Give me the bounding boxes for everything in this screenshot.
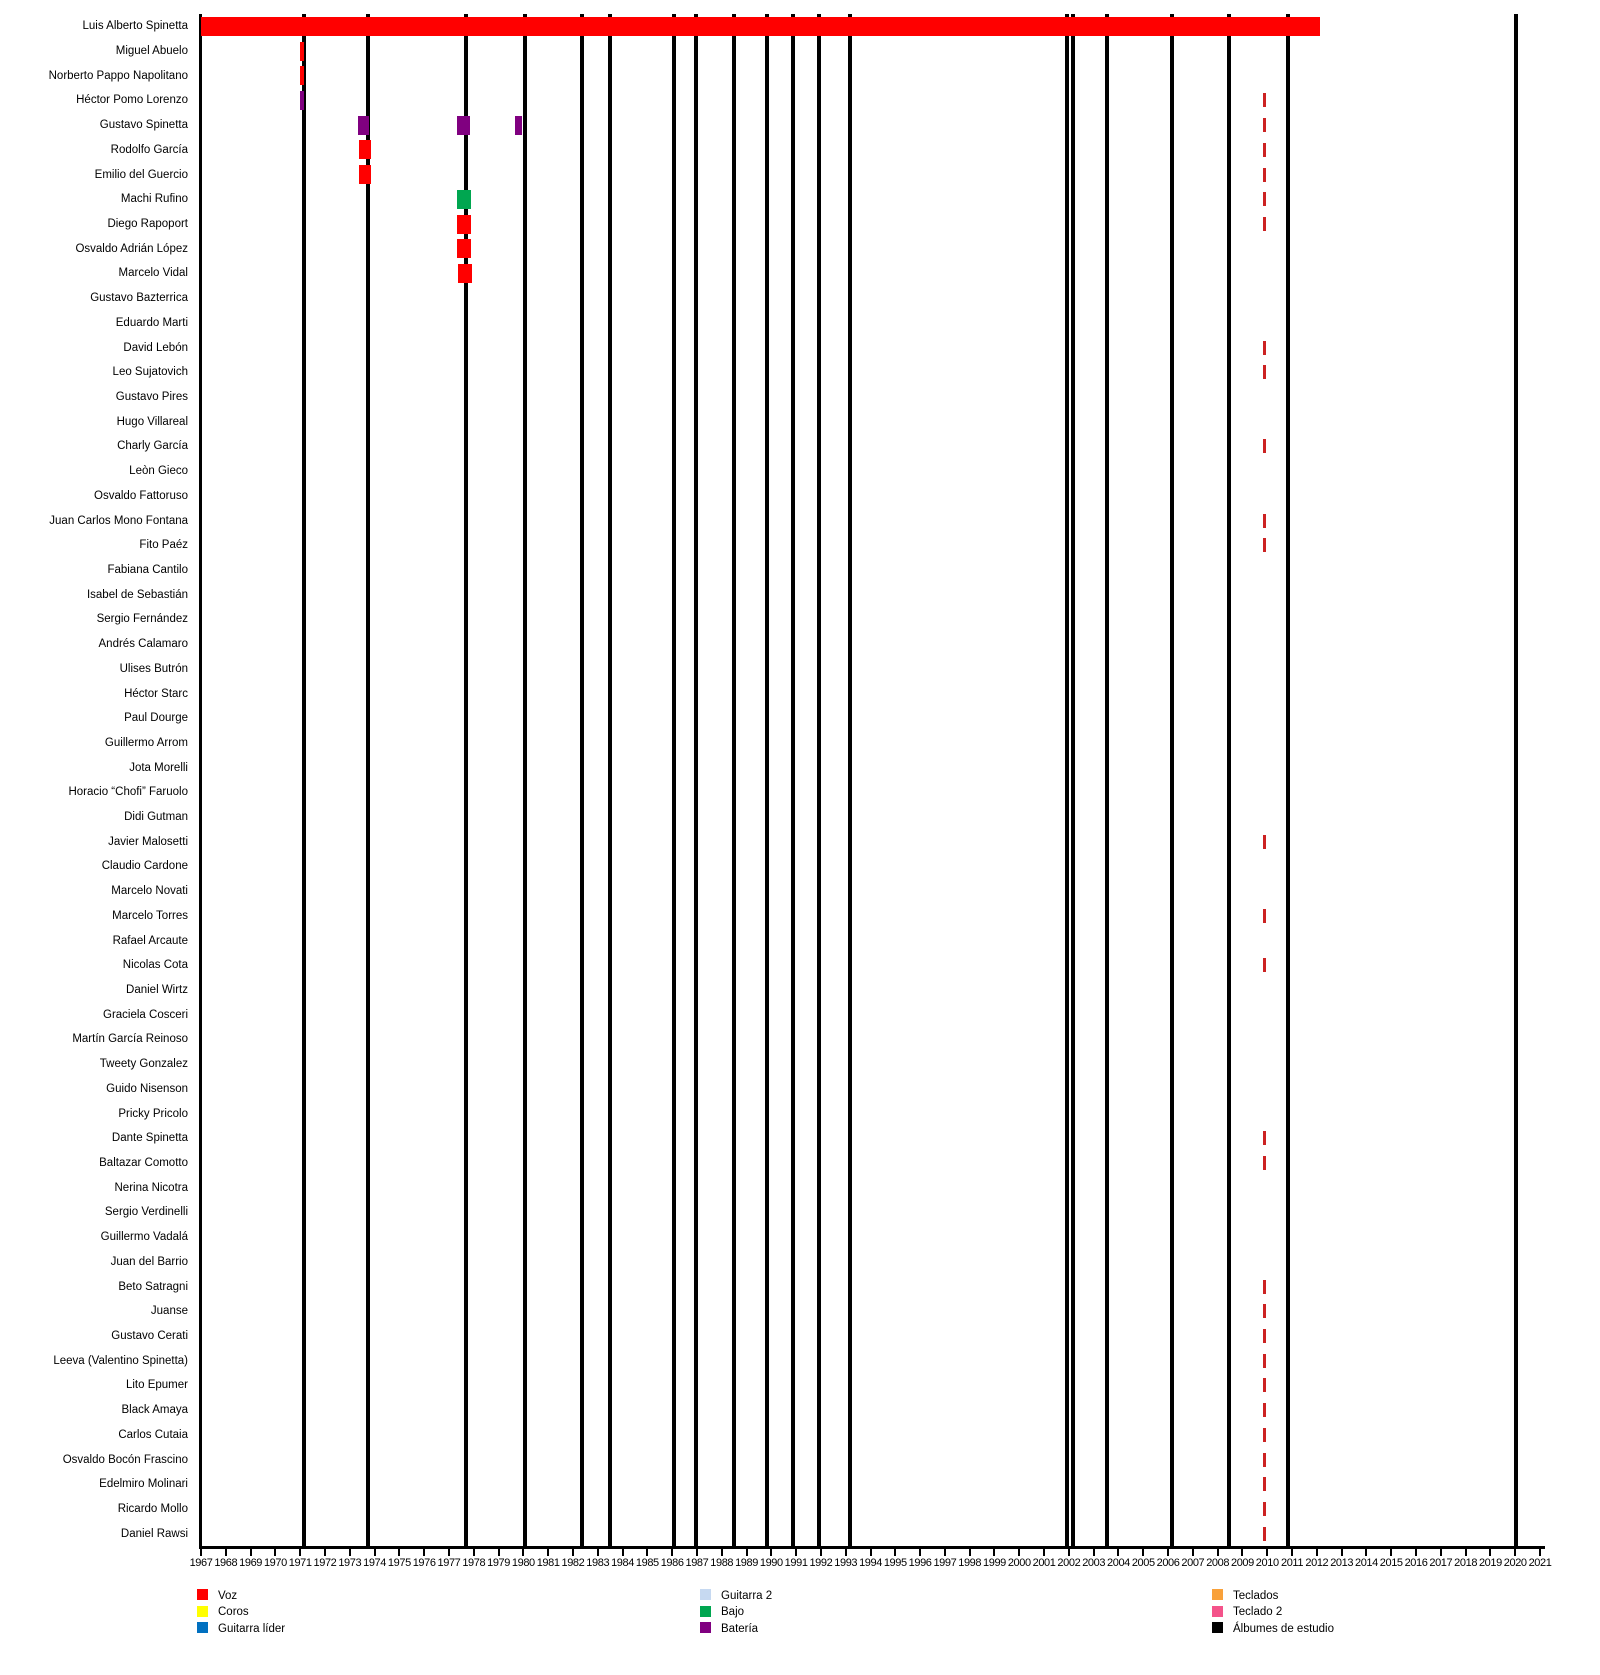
event-dash <box>1263 538 1266 552</box>
row-label: Graciela Cosceri <box>103 1008 188 1021</box>
year-label: 1983 <box>586 1557 610 1569</box>
year-label: 2019 <box>1478 1557 1502 1569</box>
row-label: David Lebón <box>123 341 188 354</box>
year-tick <box>1068 1549 1070 1556</box>
timeline-bar-bateria <box>358 116 369 135</box>
timeline-bar-bajo <box>457 190 470 209</box>
year-tick <box>944 1549 946 1556</box>
row-label: Edelmiro Molinari <box>99 1478 188 1491</box>
year-tick <box>250 1549 252 1556</box>
album-release-line <box>817 14 821 1546</box>
year-tick <box>696 1549 698 1556</box>
year-label: 1992 <box>809 1557 833 1569</box>
year-label: 2010 <box>1255 1557 1279 1569</box>
album-release-line <box>1105 14 1109 1546</box>
timeline-bar-voz <box>300 42 304 61</box>
year-tick <box>894 1549 896 1556</box>
row-label: Diego Rapoport <box>107 218 188 231</box>
event-dash <box>1263 1304 1266 1318</box>
year-label: 1974 <box>363 1557 386 1569</box>
event-dash <box>1263 958 1266 972</box>
year-label: 2017 <box>1429 1557 1453 1569</box>
year-label: 1999 <box>983 1557 1006 1569</box>
row-label: Emilio del Guercio <box>94 168 188 181</box>
year-tick <box>1514 1549 1516 1556</box>
legend-swatch-albums <box>1212 1622 1223 1633</box>
row-label: Gustavo Cerati <box>111 1329 188 1342</box>
year-tick <box>572 1549 574 1556</box>
legend-label: Teclados <box>1233 1589 1279 1602</box>
row-label: Gustavo Spinetta <box>99 119 188 132</box>
legend-swatch-voz <box>197 1589 208 1600</box>
album-release-line <box>672 14 676 1546</box>
year-tick <box>746 1549 748 1556</box>
event-dash <box>1263 1527 1266 1541</box>
row-label: Guillermo Arrom <box>104 736 188 749</box>
timeline-bar-voz <box>457 215 470 234</box>
year-tick <box>1241 1549 1243 1556</box>
row-label: Juan del Barrio <box>110 1255 188 1268</box>
year-tick <box>374 1549 376 1556</box>
legend-label: Álbumes de estudio <box>1233 1622 1335 1635</box>
year-label: 2011 <box>1281 1557 1304 1569</box>
year-tick <box>1167 1549 1169 1556</box>
timeline-bar-voz <box>300 66 304 85</box>
year-label: 2020 <box>1503 1557 1527 1569</box>
event-dash <box>1263 1131 1266 1145</box>
y-axis-line <box>199 14 202 1549</box>
year-label: 1994 <box>859 1557 882 1569</box>
row-label: Beto Satragni <box>118 1280 188 1293</box>
event-dash <box>1263 1378 1266 1392</box>
year-label: 1985 <box>635 1557 659 1569</box>
year-label: 2007 <box>1181 1557 1205 1569</box>
year-label: 1995 <box>883 1557 907 1569</box>
year-label: 1978 <box>462 1557 486 1569</box>
year-label: 2005 <box>1131 1557 1155 1569</box>
row-label: Miguel Abuelo <box>115 45 188 58</box>
year-tick <box>919 1549 921 1556</box>
year-tick <box>795 1549 797 1556</box>
year-label: 1972 <box>313 1557 337 1569</box>
album-release-line <box>1071 14 1075 1546</box>
timeline-bar-voz <box>359 165 371 184</box>
row-label: Gustavo Pires <box>115 391 188 403</box>
album-release-line <box>580 14 584 1546</box>
row-label: Andrés Calamaro <box>98 638 188 651</box>
row-label: Sergio Verdinelli <box>104 1206 188 1219</box>
year-label: 1980 <box>511 1557 535 1569</box>
event-dash <box>1263 168 1266 182</box>
year-tick <box>1217 1549 1219 1556</box>
album-release-line <box>791 14 795 1546</box>
year-tick <box>498 1549 500 1556</box>
year-label: 1984 <box>611 1557 634 1569</box>
year-label: 2002 <box>1057 1557 1081 1569</box>
row-label: Ricardo Mollo <box>117 1502 188 1515</box>
year-label: 1988 <box>710 1557 734 1569</box>
year-label: 1979 <box>487 1557 510 1569</box>
year-label: 1977 <box>437 1557 461 1569</box>
row-label: Charly García <box>117 440 188 453</box>
row-label: Paul Dourge <box>124 712 188 725</box>
year-tick <box>993 1549 995 1556</box>
album-release-line <box>608 14 612 1546</box>
year-label: 2000 <box>1007 1557 1031 1569</box>
row-label: Osvaldo Bocón Frascino <box>62 1453 188 1466</box>
year-tick <box>1415 1549 1417 1556</box>
row-label: Osvaldo Fattoruso <box>94 489 188 502</box>
year-label: 1969 <box>239 1557 263 1569</box>
row-label: Leo Sujatovich <box>112 366 188 379</box>
event-dash <box>1263 1280 1266 1294</box>
row-label: Horacio “Chofi” Faruolo <box>68 786 188 799</box>
year-tick <box>820 1549 822 1556</box>
row-label: Jota Morelli <box>129 761 188 774</box>
year-tick <box>299 1549 301 1556</box>
album-release-line <box>694 14 698 1546</box>
year-tick <box>1142 1549 1144 1556</box>
year-label: 2006 <box>1156 1557 1180 1569</box>
year-tick <box>969 1549 971 1556</box>
event-dash <box>1263 1502 1266 1516</box>
year-tick <box>448 1549 450 1556</box>
row-label: Pricky Pricolo <box>118 1107 188 1120</box>
album-release-line <box>1514 14 1518 1546</box>
row-label: Claudio Cardone <box>101 860 188 873</box>
year-tick <box>349 1549 351 1556</box>
album-release-line <box>366 14 370 1546</box>
event-dash <box>1263 1403 1266 1417</box>
year-tick <box>1117 1549 1119 1556</box>
year-label: 2018 <box>1454 1557 1478 1569</box>
year-tick <box>1266 1549 1268 1556</box>
row-label: Nicolas Cota <box>122 959 188 972</box>
album-release-line <box>1227 14 1231 1546</box>
year-tick <box>1291 1549 1293 1556</box>
event-dash <box>1263 1156 1266 1170</box>
year-label: 2012 <box>1305 1557 1329 1569</box>
year-label: 2016 <box>1404 1557 1428 1569</box>
year-label: 2014 <box>1354 1557 1378 1569</box>
row-label: Black Amaya <box>121 1404 188 1417</box>
event-dash <box>1263 93 1266 107</box>
row-label: Machi Rufino <box>120 193 188 206</box>
event-dash <box>1263 341 1266 355</box>
year-label: 1989 <box>735 1557 758 1569</box>
legend-swatch-guitarra_lider <box>197 1622 208 1633</box>
year-tick <box>646 1549 648 1556</box>
year-label: 1971 <box>288 1557 312 1569</box>
year-tick <box>274 1549 276 1556</box>
year-tick <box>845 1549 847 1556</box>
year-tick <box>770 1549 772 1556</box>
legend-label: Bajo <box>721 1606 745 1618</box>
legend-label: Guitarra 2 <box>721 1589 773 1602</box>
year-tick <box>423 1549 425 1556</box>
year-label: 1990 <box>759 1557 783 1569</box>
row-label: Javier Malosetti <box>108 835 188 848</box>
year-tick <box>1365 1549 1367 1556</box>
row-label: Guido Nisenson <box>106 1082 188 1095</box>
event-dash <box>1263 1453 1266 1467</box>
row-label: Guillermo Vadalá <box>100 1231 188 1244</box>
row-label: Baltazar Comotto <box>99 1157 188 1169</box>
year-tick <box>1192 1549 1194 1556</box>
row-label: Juan Carlos Mono Fontana <box>49 514 188 527</box>
row-label: Sergio Fernández <box>96 613 188 626</box>
row-label: Daniel Rawsi <box>120 1527 188 1540</box>
legend-swatch-coros <box>197 1606 208 1617</box>
year-tick <box>721 1549 723 1556</box>
legend-label: Teclado 2 <box>1233 1606 1283 1618</box>
row-label: Nerina Nicotra <box>114 1181 188 1194</box>
album-release-line <box>765 14 769 1546</box>
year-tick <box>225 1549 227 1556</box>
legend-label: Coros <box>218 1606 249 1618</box>
year-label: 1967 <box>189 1557 213 1569</box>
album-release-line <box>1170 14 1174 1546</box>
row-label: Leòn Gieco <box>129 465 188 478</box>
timeline-bar-voz <box>201 17 1320 36</box>
row-label: Osvaldo Adrián López <box>75 242 188 255</box>
row-label: Fabiana Cantilo <box>107 563 188 576</box>
legend-label: Voz <box>218 1589 238 1602</box>
event-dash <box>1263 192 1266 206</box>
year-label: 1996 <box>908 1557 932 1569</box>
year-tick <box>473 1549 475 1556</box>
legend-label: Guitarra líder <box>218 1622 286 1635</box>
row-label: Didi Gutman <box>124 811 188 824</box>
row-label: Rafael Arcaute <box>112 934 188 947</box>
timeline-bar-voz <box>458 264 471 283</box>
year-label: 1976 <box>412 1557 436 1569</box>
year-tick <box>1390 1549 1392 1556</box>
row-label: Isabel de Sebastián <box>86 588 188 601</box>
year-label: 1975 <box>387 1557 411 1569</box>
year-tick <box>1316 1549 1318 1556</box>
year-label: 1991 <box>784 1557 808 1569</box>
row-label: Carlos Cutaia <box>118 1428 188 1441</box>
year-label: 1998 <box>958 1557 982 1569</box>
event-dash <box>1263 217 1266 231</box>
row-label: Tweety Gonzalez <box>99 1058 188 1071</box>
x-axis-line <box>199 1546 1545 1549</box>
row-label: Héctor Pomo Lorenzo <box>76 94 188 107</box>
legend-swatch-bateria <box>700 1622 711 1633</box>
year-tick <box>1465 1549 1467 1556</box>
legend-swatch-teclados <box>1212 1589 1223 1600</box>
timeline-bar-bateria <box>515 116 522 135</box>
album-release-line <box>732 14 736 1546</box>
album-release-line <box>1065 14 1069 1546</box>
row-label: Martín García Reinoso <box>72 1033 188 1046</box>
event-dash <box>1263 1354 1266 1368</box>
row-label: Lito Epumer <box>125 1379 188 1392</box>
year-label: 2021 <box>1528 1557 1552 1569</box>
row-label: Leeva (Valentino Spinetta) <box>53 1354 188 1367</box>
year-label: 2013 <box>1330 1557 1354 1569</box>
row-label: Ulises Butrón <box>119 662 188 675</box>
album-release-line <box>302 14 306 1546</box>
year-tick <box>547 1549 549 1556</box>
row-label: Héctor Starc <box>124 687 188 700</box>
event-dash <box>1263 143 1266 157</box>
row-label: Daniel Wirtz <box>126 984 188 997</box>
event-dash <box>1263 439 1266 453</box>
year-label: 1973 <box>338 1557 362 1569</box>
event-dash <box>1263 1477 1266 1491</box>
row-label: Gustavo Bazterrica <box>90 292 188 305</box>
year-tick <box>1341 1549 1343 1556</box>
year-label: 1968 <box>214 1557 238 1569</box>
timeline-bar-voz <box>359 140 371 159</box>
album-release-line <box>848 14 852 1546</box>
timeline-bar-bateria <box>457 116 470 135</box>
year-tick <box>1539 1549 1541 1556</box>
event-dash <box>1263 514 1266 528</box>
year-tick <box>1440 1549 1442 1556</box>
album-release-line <box>523 14 527 1546</box>
year-label: 2001 <box>1032 1557 1056 1569</box>
year-label: 2004 <box>1107 1557 1130 1569</box>
row-label: Luis Alberto Spinetta <box>82 20 188 33</box>
year-tick <box>522 1549 524 1556</box>
year-label: 2015 <box>1379 1557 1403 1569</box>
row-label: Marcelo Torres <box>112 909 188 922</box>
event-dash <box>1263 835 1266 849</box>
year-label: 1970 <box>263 1557 287 1569</box>
row-label: Fito Paéz <box>139 539 188 552</box>
year-label: 1987 <box>685 1557 709 1569</box>
row-label: Rodolfo García <box>110 143 188 156</box>
row-label: Hugo Villareal <box>116 415 188 428</box>
legend-swatch-teclado_2 <box>1212 1606 1223 1617</box>
year-label: 1997 <box>933 1557 957 1569</box>
year-label: 2003 <box>1082 1557 1106 1569</box>
year-label: 2008 <box>1206 1557 1230 1569</box>
row-label: Norberto Pappo Napolitano <box>48 69 188 82</box>
year-label: 1993 <box>834 1557 858 1569</box>
year-tick <box>200 1549 202 1556</box>
year-label: 1986 <box>660 1557 684 1569</box>
row-label: Eduardo Marti <box>115 316 188 329</box>
event-dash <box>1263 118 1266 132</box>
row-label: Dante Spinetta <box>111 1132 188 1145</box>
album-release-line <box>1286 14 1290 1546</box>
year-tick <box>1043 1549 1045 1556</box>
year-tick <box>398 1549 400 1556</box>
event-dash <box>1263 1329 1266 1343</box>
timeline-bar-bateria <box>300 91 304 110</box>
legend-swatch-bajo <box>700 1606 711 1617</box>
year-label: 2009 <box>1231 1557 1254 1569</box>
year-label: 1982 <box>561 1557 585 1569</box>
year-tick <box>597 1549 599 1556</box>
row-label: Marcelo Novati <box>111 885 188 898</box>
event-dash <box>1263 1428 1266 1442</box>
year-tick <box>1489 1549 1491 1556</box>
event-dash <box>1263 909 1266 923</box>
legend-label: Batería <box>721 1622 759 1635</box>
row-label: Juanse <box>150 1305 188 1318</box>
year-label: 1981 <box>536 1557 560 1569</box>
year-tick <box>1018 1549 1020 1556</box>
year-tick <box>1093 1549 1095 1556</box>
year-tick <box>870 1549 872 1556</box>
year-tick <box>324 1549 326 1556</box>
year-tick <box>622 1549 624 1556</box>
legend-swatch-guitarra_2 <box>700 1589 711 1600</box>
year-tick <box>671 1549 673 1556</box>
row-label: Marcelo Vidal <box>118 267 188 280</box>
event-dash <box>1263 365 1266 379</box>
timeline-bar-voz <box>457 239 470 258</box>
